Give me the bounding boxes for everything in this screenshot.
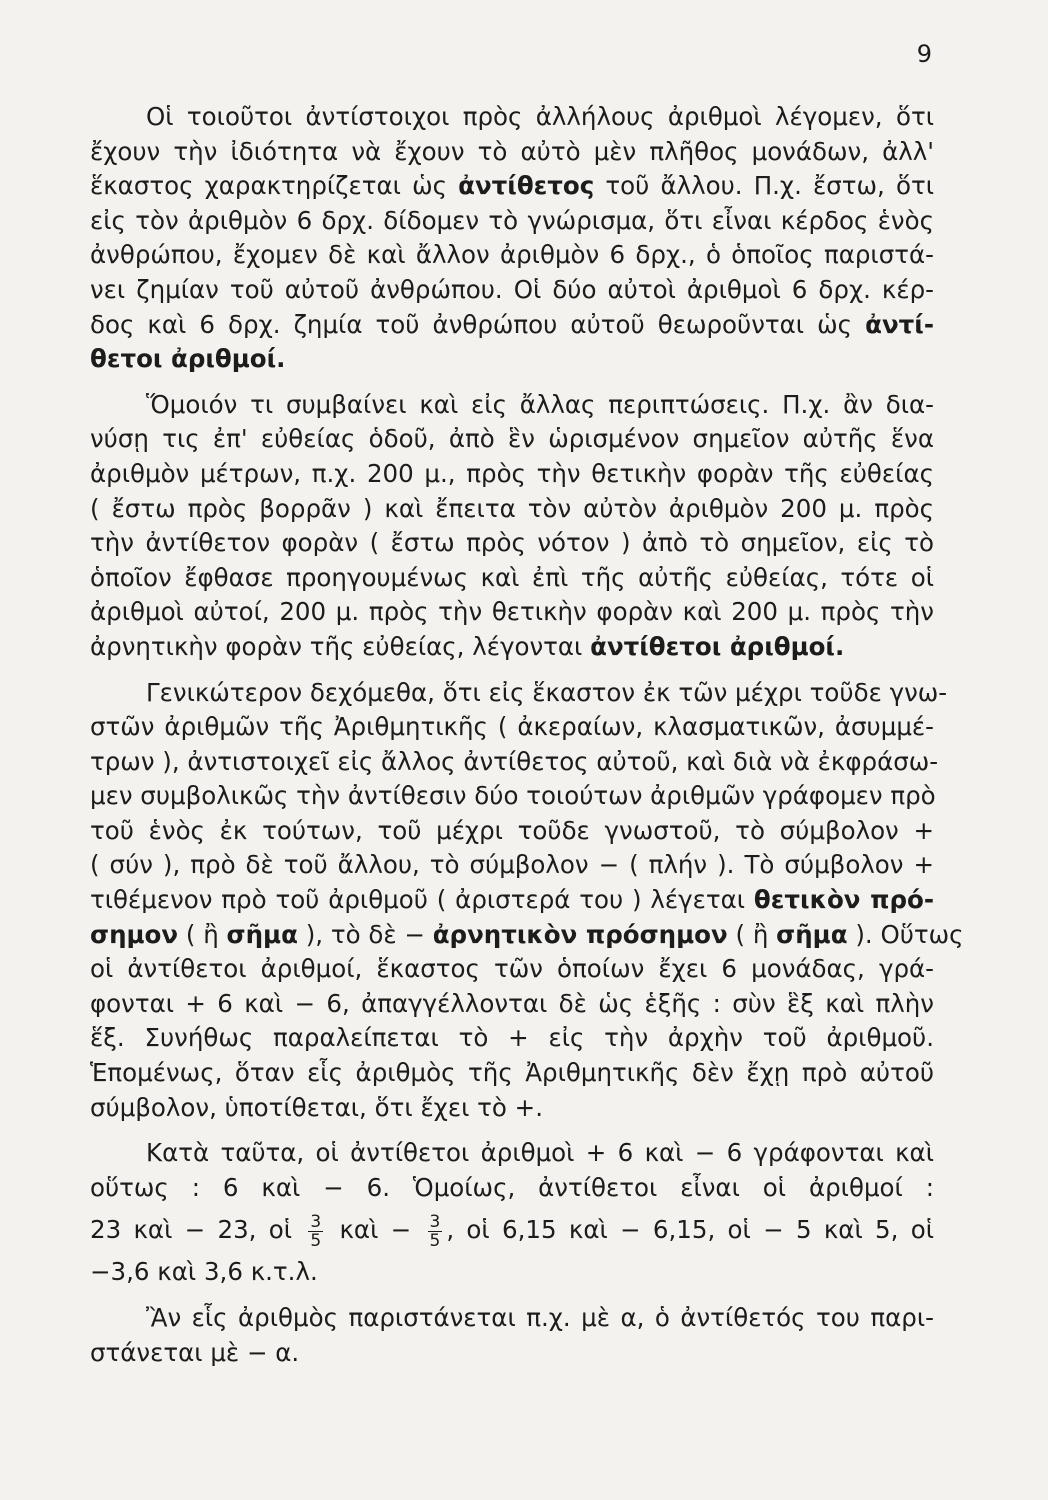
text-run: ἕξ. Συνήθως παραλείπεται τὸ + εἰς τὴν ἀρχὴν τοῦ ἀριθμοῦ.: [90, 1023, 934, 1053]
text-line: [90, 630, 934, 665]
paragraph-gap: [90, 1290, 934, 1301]
text-line: [90, 1336, 934, 1371]
fraction-denominator: 5: [429, 1230, 441, 1251]
text-line: [90, 848, 934, 883]
text-run: Γενικώτερον δεχόμεθα, ὅτι εἰς ἕκαστον ἐκ τῶν μέχρι τοῦδε γνω-: [146, 677, 948, 707]
text-run: δος καὶ 6 δρχ. ζημία τοῦ ἀνθρώπου αὐτοῦ θεωροῦνται ὡς: [90, 309, 866, 339]
text-run: εἰς τὸν ἀριθμὸν 6 δρχ. δίδομεν τὸ γνώρισμα, ὅτι εἶναι κέρδος ἑνὸς: [90, 205, 934, 235]
text-line: [90, 918, 964, 953]
text-line: [90, 457, 934, 492]
text-line: [90, 100, 934, 135]
page-number: 9: [916, 40, 932, 68]
text-line: [90, 745, 939, 780]
text-run: ). Οὕτως: [847, 919, 964, 949]
paragraph: [90, 100, 934, 377]
paragraph: [90, 1301, 934, 1370]
bold-term: ἀντίθετος: [458, 171, 595, 201]
fraction: [308, 1213, 323, 1250]
text-run: ), τὸ δὲ −: [297, 919, 433, 949]
text-line: [90, 526, 934, 561]
text-line: [90, 1171, 934, 1206]
text-run: στῶν ἀριθμῶν τῆς Ἀριθμητικῆς ( ἀκεραίων, κλασματικῶν, ἀσυμμέ-: [90, 712, 934, 742]
text-run: Ὅμοιόν τι συμβαίνει καὶ εἰς ἄλλας περιπτώσεις. Π.χ. ἂν δια-: [146, 389, 934, 419]
text-line: [90, 308, 934, 343]
paragraph: [90, 676, 964, 1126]
text-line: [90, 676, 948, 711]
text-line: [90, 1091, 934, 1126]
fraction-numerator: 3: [429, 1211, 441, 1232]
text-line: [90, 492, 934, 527]
text-run: μεν συμβολικῶς τὴν ἀντίθεσιν δύο τοιούτων ἀριθμῶν γράφομεν πρὸ: [90, 781, 936, 811]
bold-term: σῆμα: [776, 919, 848, 949]
bold-term: σῆμα: [226, 919, 298, 949]
text-line: [90, 204, 934, 239]
text-line: [90, 595, 934, 630]
text-line: [90, 1255, 934, 1290]
text-run: ( ἢ: [727, 919, 777, 949]
text-line: [90, 169, 934, 204]
text-line: [90, 1056, 934, 1091]
paragraph-gap: [90, 1125, 934, 1136]
text-run: ( ἢ: [178, 919, 227, 949]
text-line: [90, 422, 934, 457]
text-line: [90, 388, 934, 423]
text-run: Οἱ τοιοῦτοι ἀντίστοιχοι πρὸς ἀλλήλους ἀριθμοὶ λέγομεν, ὅτι: [146, 102, 934, 131]
text-run: ἔχουν τὴν ἰδιότητα νὰ ἔχουν τὸ αὐτὸ μὲν πλῆθος μονάδων, ἀλλ': [90, 136, 934, 166]
paragraph-gap: [90, 377, 934, 388]
text-run: 23 καὶ − 23, οἱ: [90, 1215, 305, 1245]
text-run: καὶ −: [327, 1215, 424, 1245]
body-text: [90, 100, 964, 1370]
text-run: ὁποῖον ἔφθασε προηγουμένως καὶ ἐπὶ τῆς αὐτῆς εὐθείας, τότε οἱ: [90, 562, 934, 592]
text-line: [90, 779, 934, 814]
paragraph-gap: [90, 665, 934, 676]
text-run: ἀνθρώπου, ἔχομεν δὲ καὶ ἄλλον ἀριθμὸν 6 δρχ., ὁ ὁποῖος παριστά-: [90, 240, 934, 270]
text-run: νει ζημίαν τοῦ αὐτοῦ ἀνθρώπου. Οἱ δύο αὐτοὶ ἀριθμοὶ 6 δρχ. κέρ-: [90, 274, 934, 304]
text-run: −3,6 καὶ 3,6 κ.τ.λ.: [90, 1257, 318, 1287]
text-run: ( ἔστω πρὸς βορρᾶν ) καὶ ἔπειτα τὸν αὐτὸν ἀριθμὸν 200 μ. πρὸς: [90, 493, 934, 523]
text-line: [90, 342, 934, 377]
text-run: στάνεται μὲ − α.: [90, 1337, 300, 1367]
paragraph: [90, 388, 934, 665]
text-run: ἀριθμοὶ αὐτοί, 200 μ. πρὸς τὴν θετικὴν φορὰν καὶ 200 μ. πρὸς τὴν: [90, 597, 934, 627]
text-run: τρων ), ἀντιστοιχεῖ εἰς ἄλλος ἀντίθετος αὐτοῦ, καὶ διὰ νὰ ἐκφράσω-: [90, 746, 939, 776]
text-run: ( σύν ), πρὸ δὲ τοῦ ἄλλου, τὸ σύμβολον − ( πλήν ). Τὸ σύμβολον +: [90, 850, 934, 880]
fraction: [428, 1213, 443, 1250]
text-run: οὕτως : 6 καὶ − 6. Ὁμοίως, ἀντίθετοι εἶναι οἱ ἀριθμοί :: [90, 1172, 934, 1202]
text-line: [90, 1136, 934, 1171]
text-line: [90, 710, 934, 745]
paragraph: [90, 1136, 934, 1290]
text-line: [90, 987, 934, 1022]
text-run: οἱ ἀντίθετοι ἀριθμοί, ἕκαστος τῶν ὁποίων ἔχει 6 μονάδας, γρά-: [90, 954, 934, 984]
text-line: [90, 135, 934, 170]
fraction-denominator: 5: [310, 1230, 322, 1251]
text-run: τιθέμενον πρὸ τοῦ ἀριθμοῦ ( ἀριστερά του ) λέγεται: [90, 885, 754, 915]
bold-term: θετοι ἀριθμοί.: [90, 344, 286, 374]
text-run: φονται + 6 καὶ − 6, ἀπαγγέλλονται δὲ ὡς ἑξῆς : σὺν ἓξ καὶ πλὴν: [90, 988, 934, 1018]
text-run: , οἱ 6,15 καὶ − 6,15, οἱ − 5 καὶ 5, οἱ: [446, 1215, 934, 1245]
text-run: ἕκαστος χαρακτηρίζεται ὡς: [90, 171, 459, 201]
text-run: Κατὰ ταῦτα, οἱ ἀντίθετοι ἀριθμοὶ + 6 καὶ − 6 γράφονται καὶ: [146, 1138, 934, 1168]
text-line: [90, 952, 934, 987]
text-run: τὴν ἀντίθετον φορὰν ( ἔστω πρὸς νότον ) ἀπὸ τὸ σημεῖον, εἰς τὸ: [90, 528, 934, 558]
bold-term: θετικὸν πρό-: [753, 885, 935, 915]
math-line: [90, 1205, 934, 1255]
bold-term: σημον: [90, 919, 179, 949]
bold-term: ἀρνητικὸν πρόσημον: [432, 919, 728, 949]
text-line: [90, 1301, 934, 1336]
text-run: ἀρνητικὴν φορὰν τῆς εὐθείας, λέγονται: [90, 631, 591, 661]
text-line: [90, 561, 934, 596]
text-line: [90, 883, 934, 918]
text-run: νύσῃ τις ἐπ' εὐθείας ὁδοῦ, ἀπὸ ἓν ὡρισμένον σημεῖον αὐτῆς ἕνα: [90, 424, 934, 454]
text-run: Ἑπομένως, ὅταν εἷς ἀριθμὸς τῆς Ἀριθμητικῆς δὲν ἔχῃ πρὸ αὐτοῦ: [90, 1058, 934, 1088]
text-line: [90, 273, 934, 308]
text-line: [90, 814, 934, 849]
text-run: ἀριθμὸν μέτρων, π.χ. 200 μ., πρὸς τὴν θετικὴν φορὰν τῆς εὐθείας: [90, 458, 934, 488]
text-run: τοῦ ἑνὸς ἐκ τούτων, τοῦ μέχρι τοῦδε γνωστοῦ, τὸ σύμβολον +: [90, 815, 934, 845]
bold-term: ἀντίθετοι ἀριθμοί.: [590, 631, 845, 661]
text-run: τοῦ ἄλλου. Π.χ. ἔστω, ὅτι: [594, 171, 935, 201]
text-line: [90, 1021, 934, 1056]
text-line: [90, 238, 934, 273]
text-run: σύμβολον, ὑποτίθεται, ὅτι ἔχει τὸ +.: [90, 1092, 543, 1122]
fraction-numerator: 3: [310, 1211, 322, 1232]
text-run: Ἂν εἷς ἀριθμὸς παριστάνεται π.χ. μὲ α, ὁ ἀντίθετός του παρι-: [146, 1303, 934, 1332]
bold-term: ἀντί-: [865, 309, 934, 339]
